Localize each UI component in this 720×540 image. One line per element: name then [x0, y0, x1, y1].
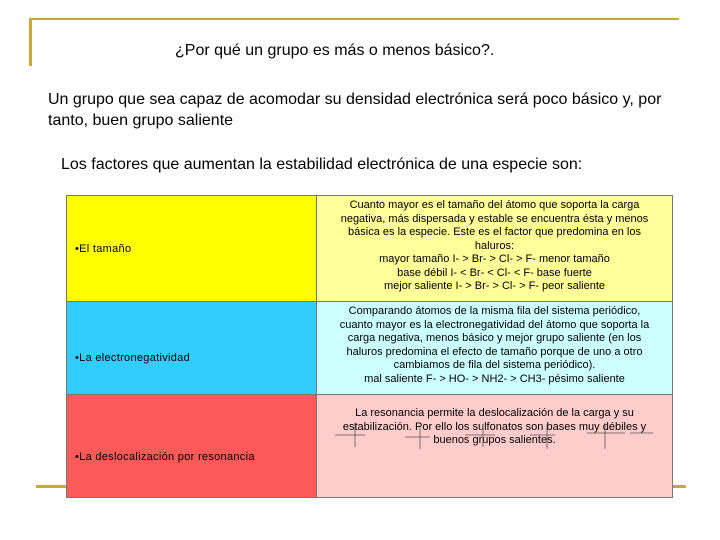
table-row-size: [66, 195, 673, 302]
description-line: cuanto mayor es la electronegatividad del átomo que soporta la: [339, 318, 650, 331]
decorative-line-top: [29, 18, 679, 20]
description-line: mayor tamaño I- > Br- > Cl- > F- menor tamaño: [379, 253, 610, 265]
factor-label: •La deslocalización por resonancia: [67, 395, 317, 497]
decorative-bar-left: [29, 18, 32, 66]
resonance-structures-sketch: [325, 419, 663, 459]
description-line: haluros predomina el efecto de tamaño porque de uno a otro: [346, 345, 643, 358]
description-line: carga negativa, menos básico y mejor grupo saliente (en los: [347, 332, 642, 344]
slide-title: ¿Por qué un grupo es más o menos básico?.: [175, 42, 495, 59]
factors-table: [66, 196, 673, 498]
description-line: mal saliente F- > HO- > NH2- > CH3- pésimo saliente: [364, 372, 625, 385]
description-line: haluros:: [474, 239, 515, 252]
description-line: cambiamos de fila del sistema periódico).: [393, 359, 596, 371]
description-line: buenos grupos salientes.: [433, 434, 556, 446]
description-line: La resonancia permite la deslocalización de la carga y su: [355, 407, 634, 419]
factor-label: •El tamaño: [67, 196, 317, 301]
description-line: básica es la especie. Este es el factor que predomina en los: [348, 226, 641, 238]
factor-description: [317, 395, 672, 497]
description-line: estabilización. Por ello los sulfonatos son bases muy débiles y: [342, 420, 647, 433]
intro-paragraph: Un grupo que sea capaz de acomodar su densidad electrónica será poco básico y, por tanto, buen grupo saliente: [48, 91, 662, 129]
factor-description: [317, 302, 672, 394]
description-line: Comparando átomos de la misma fila del sistema periódico,: [348, 305, 641, 317]
factor-description: [317, 196, 672, 301]
description-line: mejor saliente I- > Br- > Cl- > F- peor saliente: [384, 280, 605, 292]
table-row-resonance: [66, 394, 673, 498]
table-row-electronegativity: [66, 301, 673, 395]
factors-heading: Los factores que aumentan la estabilidad electrónica de una especie son:: [61, 156, 583, 173]
factor-label: •La electronegatividad: [67, 302, 317, 394]
description-line: Cuanto mayor es el tamaño del átomo que soporta la carga: [349, 199, 640, 211]
description-line: negativa, más dispersada y estable se encuentra ésta y menos: [340, 212, 649, 225]
description-line: base débil I- < Br- < Cl- < F- base fuerte: [397, 266, 592, 279]
